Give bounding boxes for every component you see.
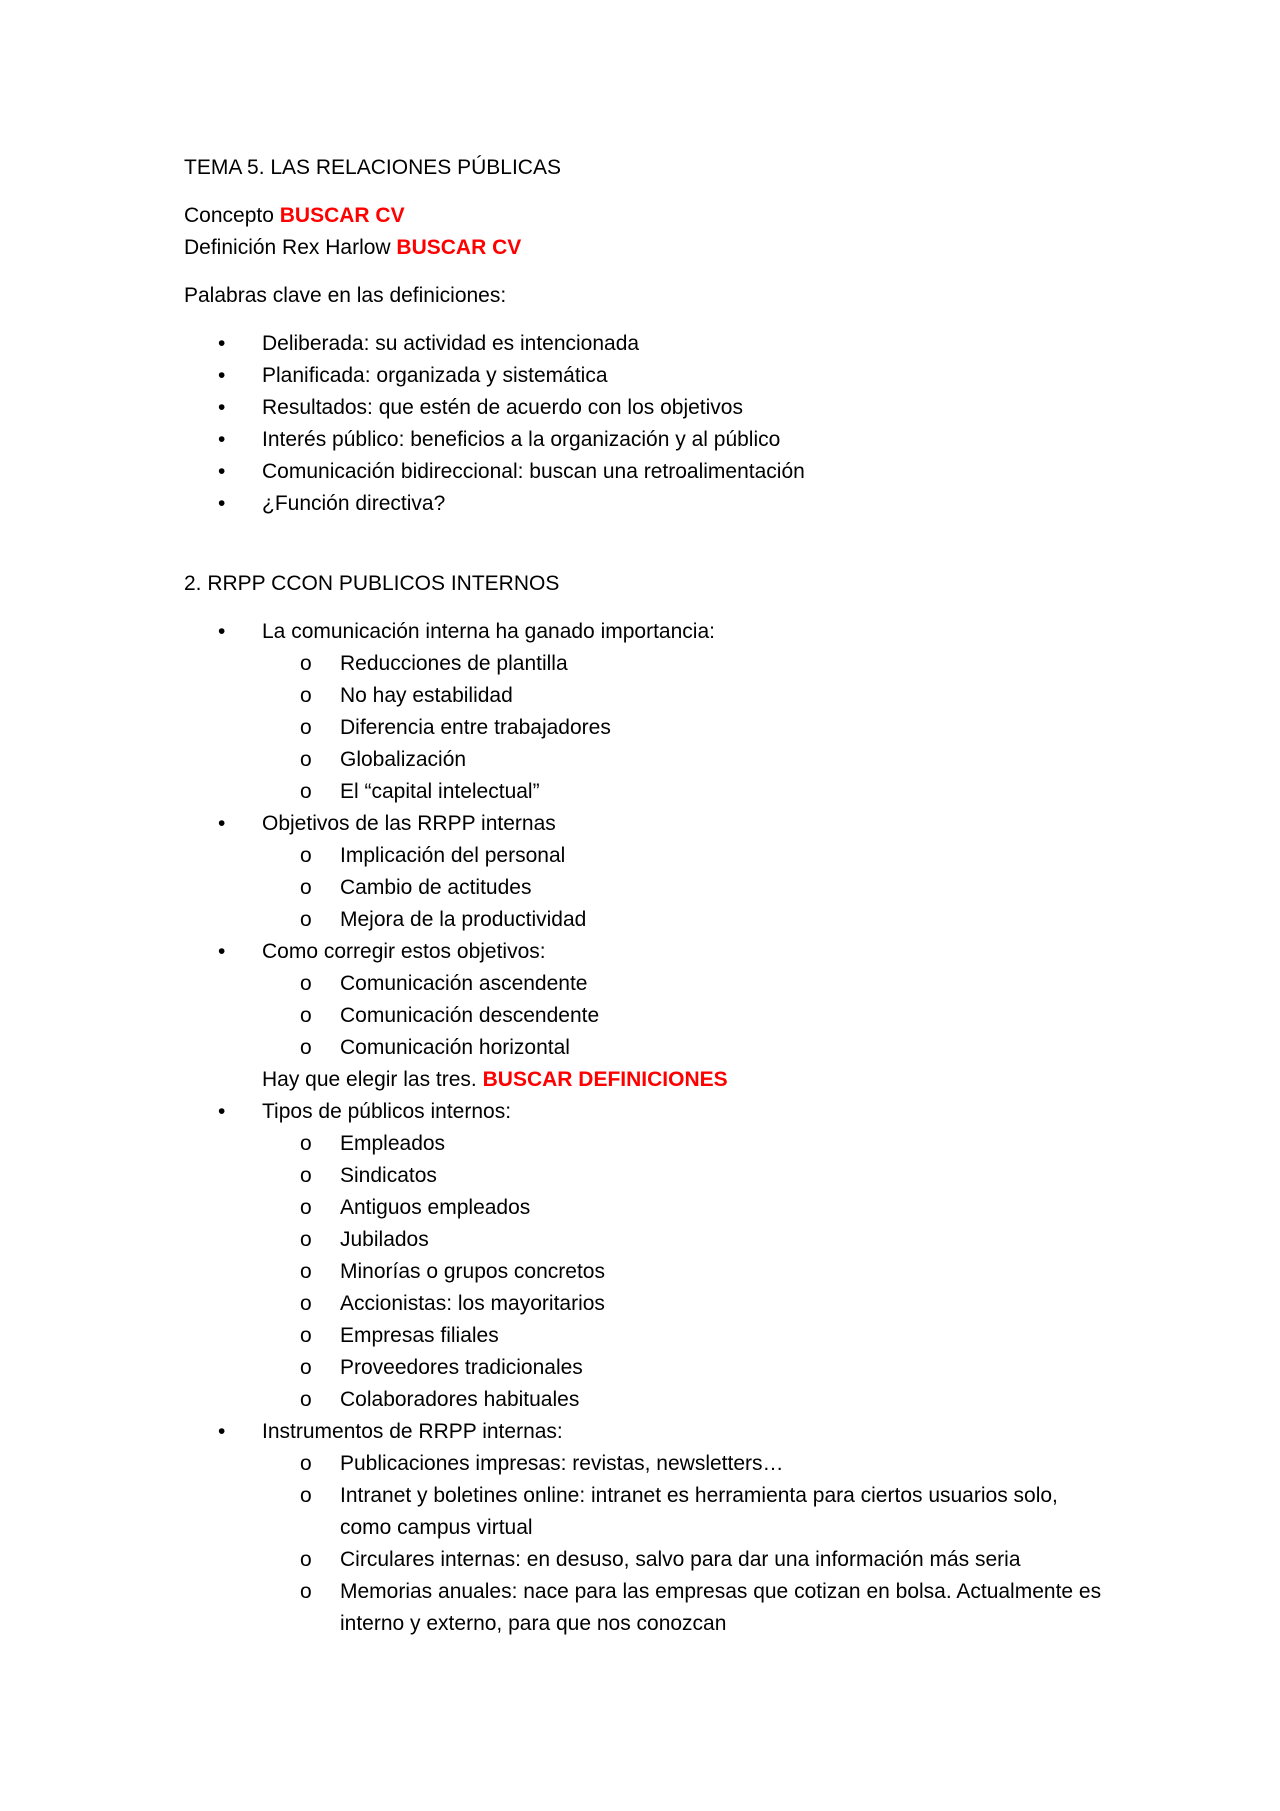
- document-title: TEMA 5. LAS RELACIONES PÚBLICAS: [184, 156, 561, 179]
- list-item: o Mejora de la productividad: [262, 904, 1104, 936]
- sublist-wrapper: [184, 1448, 1104, 1640]
- list-item: [184, 616, 1104, 648]
- section2-list: [184, 616, 1104, 1640]
- circle-bullet-icon: o: [300, 908, 312, 931]
- list-item: o Comunicación descendente: [262, 1000, 1104, 1032]
- list-item: • Interés público: beneficios a la organización y al público: [184, 424, 1104, 456]
- list-item: o Minorías o grupos concretos: [262, 1256, 1104, 1288]
- list-item: o Comunicación horizontal: [262, 1032, 1104, 1064]
- instrumentos-label: Instrumentos de RRPP internas:: [262, 1420, 563, 1443]
- list-item: o Sindicatos: [262, 1160, 1104, 1192]
- list-item: [184, 1096, 1104, 1128]
- circle-bullet-icon: o: [300, 1196, 312, 1219]
- circle-bullet-icon: o: [300, 1132, 312, 1155]
- circle-bullet-icon: o: [300, 1548, 312, 1571]
- list-item: o Colaboradores habituales: [262, 1384, 1104, 1416]
- circle-bullet-icon: o: [300, 1452, 312, 1475]
- objetivos-label: Objetivos de las RRPP internas: [262, 812, 556, 835]
- list-item: • Resultados: que estén de acuerdo con los objetivos: [184, 392, 1104, 424]
- circle-bullet-icon: o: [300, 876, 312, 899]
- palabras-clave-intro: Palabras clave en las definiciones:: [184, 284, 507, 307]
- list-item: • Deliberada: su actividad es intencionada: [184, 328, 1104, 360]
- circle-bullet-icon: o: [300, 972, 312, 995]
- circle-bullet-icon: o: [300, 1580, 312, 1603]
- circle-bullet-icon: o: [300, 844, 312, 867]
- circle-bullet-icon: o: [300, 652, 312, 675]
- circle-bullet-icon: o: [300, 716, 312, 739]
- corregir-note: [184, 1064, 1104, 1096]
- list-item: o Implicación del personal: [262, 840, 1104, 872]
- circle-bullet-icon: o: [300, 1036, 312, 1059]
- sublist-wrapper: [184, 1128, 1104, 1416]
- list-item: o Cambio de actitudes: [262, 872, 1104, 904]
- circle-bullet-icon: o: [300, 1388, 312, 1411]
- circle-bullet-icon: o: [300, 1356, 312, 1379]
- bullet-icon: •: [218, 428, 226, 451]
- list-item: o Diferencia entre trabajadores: [262, 712, 1104, 744]
- instrumentos-sublist: [184, 1448, 1104, 1640]
- bullet-icon: •: [218, 492, 226, 515]
- circle-bullet-icon: o: [300, 1292, 312, 1315]
- list-item: o Memorias anuales: nace para las empresas que cotizan en bolsa. Actualmente es interno y externo, para que nos conozcan: [262, 1576, 1104, 1640]
- circle-bullet-icon: o: [300, 780, 312, 803]
- list-item: • Planificada: organizada y sistemática: [184, 360, 1104, 392]
- list-item: o Globalización: [262, 744, 1104, 776]
- sublist-wrapper: [184, 840, 1104, 936]
- objetivos-sublist: [184, 840, 1104, 936]
- circle-bullet-icon: o: [300, 748, 312, 771]
- sublist-wrapper: [184, 968, 1104, 1096]
- list-item: [184, 936, 1104, 968]
- palabras-clave-list: [184, 328, 1104, 520]
- corregir-sublist: [184, 968, 1104, 1064]
- concepto-line: [184, 200, 1104, 232]
- importancia-sublist: [184, 648, 1104, 808]
- circle-bullet-icon: o: [300, 1228, 312, 1251]
- circle-bullet-icon: o: [300, 1260, 312, 1283]
- definicion-line: [184, 232, 1104, 264]
- importancia-label: La comunicación interna ha ganado importancia:: [262, 620, 715, 643]
- bullet-icon: •: [218, 364, 226, 387]
- circle-bullet-icon: o: [300, 684, 312, 707]
- section2-title: 2. RRPP CCON PUBLICOS INTERNOS: [184, 572, 560, 595]
- bullet-icon: •: [218, 812, 226, 835]
- list-item: o El “capital intelectual”: [262, 776, 1104, 808]
- definicion-label: Definición Rex Harlow: [184, 236, 391, 259]
- bullet-icon: •: [218, 396, 226, 419]
- corregir-note-red: BUSCAR DEFINICIONES: [482, 1068, 728, 1091]
- bullet-icon: •: [218, 620, 226, 643]
- tipos-sublist: [184, 1128, 1104, 1416]
- bullet-icon: •: [218, 332, 226, 355]
- list-item: o Empresas filiales: [262, 1320, 1104, 1352]
- circle-bullet-icon: o: [300, 1004, 312, 1027]
- circle-bullet-icon: o: [300, 1484, 312, 1507]
- list-item: o Proveedores tradicionales: [262, 1352, 1104, 1384]
- list-item: o Intranet y boletines online: intranet es herramienta para ciertos usuarios solo, como campus virtual: [262, 1480, 1104, 1544]
- bullet-icon: •: [218, 1420, 226, 1443]
- concepto-note: BUSCAR CV: [279, 204, 405, 227]
- list-item: o Accionistas: los mayoritarios: [262, 1288, 1104, 1320]
- list-item: o Publicaciones impresas: revistas, newsletters…: [262, 1448, 1104, 1480]
- list-item: • Comunicación bidireccional: buscan una retroalimentación: [184, 456, 1104, 488]
- document-page: [184, 152, 1104, 1640]
- circle-bullet-icon: o: [300, 1164, 312, 1187]
- bullet-icon: •: [218, 940, 226, 963]
- corregir-label: Como corregir estos objetivos:: [262, 940, 546, 963]
- list-item: o Reducciones de plantilla: [262, 648, 1104, 680]
- bullet-icon: •: [218, 460, 226, 483]
- bullet-icon: •: [218, 1100, 226, 1123]
- definicion-note: BUSCAR CV: [396, 236, 522, 259]
- circle-bullet-icon: o: [300, 1324, 312, 1347]
- list-item: o Circulares internas: en desuso, salvo para dar una información más seria: [262, 1544, 1104, 1576]
- list-item: o Comunicación ascendente: [262, 968, 1104, 1000]
- list-item: o Jubilados: [262, 1224, 1104, 1256]
- list-item: [184, 1416, 1104, 1448]
- list-item: o No hay estabilidad: [262, 680, 1104, 712]
- list-item: • ¿Función directiva?: [184, 488, 1104, 520]
- concepto-label: Concepto: [184, 204, 274, 227]
- list-item: o Antiguos empleados: [262, 1192, 1104, 1224]
- list-item: [184, 808, 1104, 840]
- sublist-wrapper: [184, 648, 1104, 808]
- tipos-label: Tipos de públicos internos:: [262, 1100, 512, 1123]
- corregir-note-text: Hay que elegir las tres.: [262, 1068, 477, 1091]
- list-item: o Empleados: [262, 1128, 1104, 1160]
